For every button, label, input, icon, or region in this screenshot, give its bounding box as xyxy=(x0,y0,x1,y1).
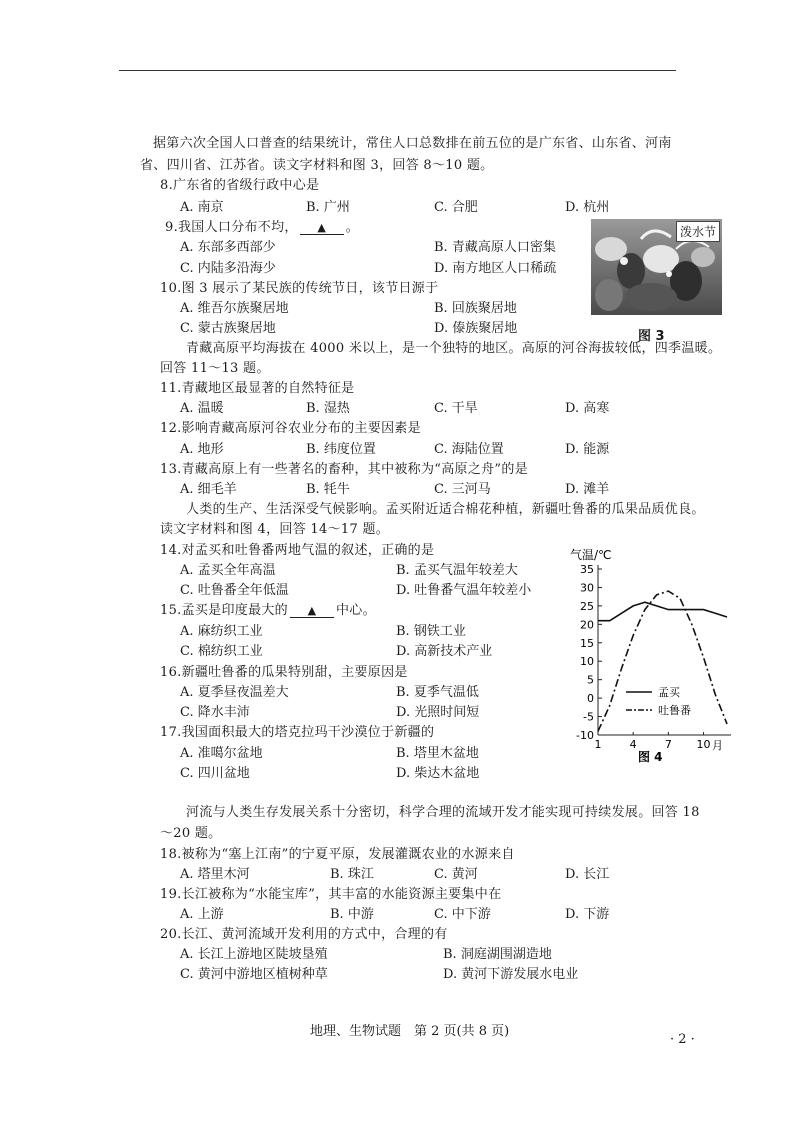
q11-option-b[interactable]: B. 湿热 xyxy=(306,401,350,416)
q14-option-b[interactable]: B. 孟买气温年较差大 xyxy=(396,563,518,578)
q12-option-c[interactable]: C. 海陆位置 xyxy=(434,442,504,457)
passage3-line1: 人类的生产、生活深受气候影响。孟买附近适合棉花种植，新疆吐鲁番的瓜果品质优良。 xyxy=(186,502,705,517)
chart-legend-label: 吐鲁番 xyxy=(658,704,691,717)
q15-stem: 15.孟买是印度最大的 ▲ 中心。 xyxy=(160,603,376,618)
q20-option-b[interactable]: B. 洞庭湖围湖造地 xyxy=(443,947,552,962)
q9-option-a[interactable]: A. 东部多西部少 xyxy=(180,240,276,255)
q19-option-a[interactable]: A. 上游 xyxy=(180,907,224,922)
q14-option-c[interactable]: C. 吐鲁番全年低温 xyxy=(180,583,289,598)
q20-option-d[interactable]: D. 黄河下游发展水电业 xyxy=(443,967,579,982)
q16-stem: 16.新疆吐鲁番的瓜果特别甜，主要原因是 xyxy=(160,665,408,680)
q20-option-a[interactable]: A. 长江上游地区陡坡垦殖 xyxy=(180,947,328,962)
q11-stem: 11.青藏地区最显著的自然特征是 xyxy=(160,381,355,396)
chart-x-tick-label: 7 xyxy=(664,738,672,751)
photo-label: 泼水节 xyxy=(676,221,720,242)
q13-option-c[interactable]: C. 三河马 xyxy=(434,482,491,497)
q15-option-a[interactable]: A. 麻纺织工业 xyxy=(180,624,263,639)
q16-option-b[interactable]: B. 夏季气温低 xyxy=(396,685,479,700)
chart-y-tick-label: 30 xyxy=(580,581,594,595)
q12-option-a[interactable]: A. 地形 xyxy=(180,442,224,457)
q14-option-d[interactable]: D. 吐鲁番气温年较差小 xyxy=(396,583,532,598)
chart-y-axis-label: 气温/℃ xyxy=(570,548,612,562)
passage1-line1: 据第六次全国人口普查的结果统计，常住人口总数排在前五位的是广东省、山东省、河南 xyxy=(153,136,672,151)
chart-x-tick-label: 10 xyxy=(696,738,711,751)
q15-option-b[interactable]: B. 钢铁工业 xyxy=(396,624,466,639)
q18-option-d[interactable]: D. 长江 xyxy=(565,867,610,882)
chart-y-tick-label: -10 xyxy=(576,729,594,742)
q19-option-b[interactable]: B. 中游 xyxy=(330,907,374,922)
q13-stem: 13.青藏高原上有一些著名的畜种，其中被称为“高原之舟”的是 xyxy=(160,462,528,477)
q14-option-a[interactable]: A. 孟买全年高温 xyxy=(180,563,276,578)
q17-option-b[interactable]: B. 塔里木盆地 xyxy=(396,746,479,761)
q10-stem: 10.图 3 展示了某民族的传统节日，该节日源于 xyxy=(160,281,439,296)
q15-option-c[interactable]: C. 棉纺织工业 xyxy=(180,644,263,659)
q19-stem: 19.长江被称为“水能宝库”，其丰富的水能资源主要集中在 xyxy=(160,887,502,902)
chart-x-axis-label: 月 xyxy=(712,739,723,752)
q16-option-c[interactable]: C. 降水丰沛 xyxy=(180,705,250,720)
q18-option-a[interactable]: A. 塔里木河 xyxy=(180,867,250,882)
q13-option-a[interactable]: A. 细毛羊 xyxy=(180,482,237,497)
chart-y-tick-label: 5 xyxy=(587,673,594,687)
q11-option-d[interactable]: D. 高寒 xyxy=(565,401,610,416)
q9-option-c[interactable]: C. 内陆多沿海少 xyxy=(180,261,276,276)
q18-stem: 18.被称为“塞上江南”的宁夏平原，发展灌溉农业的水源来自 xyxy=(160,847,515,862)
chart-series-line-0 xyxy=(598,602,727,620)
q11-option-a[interactable]: A. 温暖 xyxy=(180,401,224,416)
chart-y-tick-label: -5 xyxy=(583,710,594,724)
chart-x-tick-label: 1 xyxy=(594,738,602,751)
q20-stem: 20.长江、黄河流域开发利用的方式中，合理的有 xyxy=(160,927,448,942)
q14-stem: 14.对孟买和吐鲁番两地气温的叙述，正确的是 xyxy=(160,543,435,558)
chart-y-tick-label: 10 xyxy=(580,655,594,669)
q17-option-a[interactable]: A. 准噶尔盆地 xyxy=(180,746,263,761)
answer-blank: ▲ xyxy=(300,221,344,235)
header-rule xyxy=(119,70,676,71)
q15-option-d[interactable]: D. 高新技术产业 xyxy=(396,644,493,659)
answer-blank: ▲ xyxy=(290,604,334,618)
q18-option-b[interactable]: B. 珠江 xyxy=(330,867,374,882)
q20-option-c[interactable]: C. 黄河中游地区植树种草 xyxy=(180,967,328,982)
q10-option-c[interactable]: C. 蒙古族聚居地 xyxy=(180,321,276,336)
chart-y-tick-label: 15 xyxy=(580,636,594,650)
chart-x-tick-label: 4 xyxy=(629,738,637,751)
q9-option-b[interactable]: B. 青藏高原人口密集 xyxy=(434,240,556,255)
page-footer: 地理、生物试题 第 2 页(共 8 页) xyxy=(310,1024,510,1039)
water-festival-photo xyxy=(591,219,722,315)
q8-option-c[interactable]: C. 合肥 xyxy=(434,200,478,215)
passage1-line2: 省、四川省、江苏省。读文字材料和图 3，回答 8～10 题。 xyxy=(140,158,494,173)
temperature-chart xyxy=(562,545,742,765)
passage3-line2: 读文字材料和图 4，回答 14～17 题。 xyxy=(160,522,390,537)
q13-option-d[interactable]: D. 滩羊 xyxy=(565,482,610,497)
q9-option-d[interactable]: D. 南方地区人口稀疏 xyxy=(434,261,557,276)
q10-option-a[interactable]: A. 维吾尔族聚居地 xyxy=(180,301,289,316)
q17-option-d[interactable]: D. 柴达木盆地 xyxy=(396,766,480,781)
chart-caption: 图 4 xyxy=(638,750,663,764)
passage4-line2: ～20 题。 xyxy=(160,826,222,841)
q16-option-a[interactable]: A. 夏季昼夜温差大 xyxy=(180,685,289,700)
q8-option-b[interactable]: B. 广州 xyxy=(306,200,350,215)
q9-stem: 9.我国人口分布不均， ▲ 。 xyxy=(165,220,360,235)
chart-y-tick-label: 0 xyxy=(587,692,594,706)
q8-option-d[interactable]: D. 杭州 xyxy=(565,200,610,215)
q12-option-d[interactable]: D. 能源 xyxy=(565,442,610,457)
q18-option-c[interactable]: C. 黄河 xyxy=(434,867,478,882)
passage2-line1: 青藏高原平均海拔在 4000 米以上，是一个独特的地区。高原的河谷海拔较低，四季温暖。 xyxy=(186,341,722,356)
q8-option-a[interactable]: A. 南京 xyxy=(180,200,224,215)
chart-legend-label: 孟买 xyxy=(658,686,680,699)
q12-option-b[interactable]: B. 纬度位置 xyxy=(306,442,376,457)
passage4-line1: 河流与人类生存发展关系十分密切，科学合理的流域开发才能实现可持续发展。回答 18 xyxy=(186,805,700,820)
q19-option-c[interactable]: C. 中下游 xyxy=(434,907,491,922)
q17-option-c[interactable]: C. 四川盆地 xyxy=(180,766,250,781)
chart-y-tick-label: 25 xyxy=(580,599,594,613)
q8-stem: 8.广东省的省级行政中心是 xyxy=(160,178,320,193)
q12-stem: 12.影响青藏高原河谷农业分布的主要因素是 xyxy=(160,421,421,436)
figure3-caption: 图 3 xyxy=(638,329,665,344)
q11-option-c[interactable]: C. 干旱 xyxy=(434,401,478,416)
passage2-line2: 回答 11～13 题。 xyxy=(160,361,270,376)
page-number: · 2 · xyxy=(670,1032,695,1047)
q10-option-b[interactable]: B. 回族聚居地 xyxy=(434,301,517,316)
q19-option-d[interactable]: D. 下游 xyxy=(565,907,610,922)
q10-option-d[interactable]: D. 傣族聚居地 xyxy=(434,321,518,336)
chart-y-tick-label: 20 xyxy=(580,618,594,632)
chart-svg xyxy=(562,545,742,765)
q13-option-b[interactable]: B. 牦牛 xyxy=(306,482,350,497)
q16-option-d[interactable]: D. 光照时间短 xyxy=(396,705,480,720)
q17-stem: 17.我国面积最大的塔克拉玛干沙漠位于新疆的 xyxy=(160,725,435,740)
chart-y-tick-label: 35 xyxy=(580,563,594,576)
